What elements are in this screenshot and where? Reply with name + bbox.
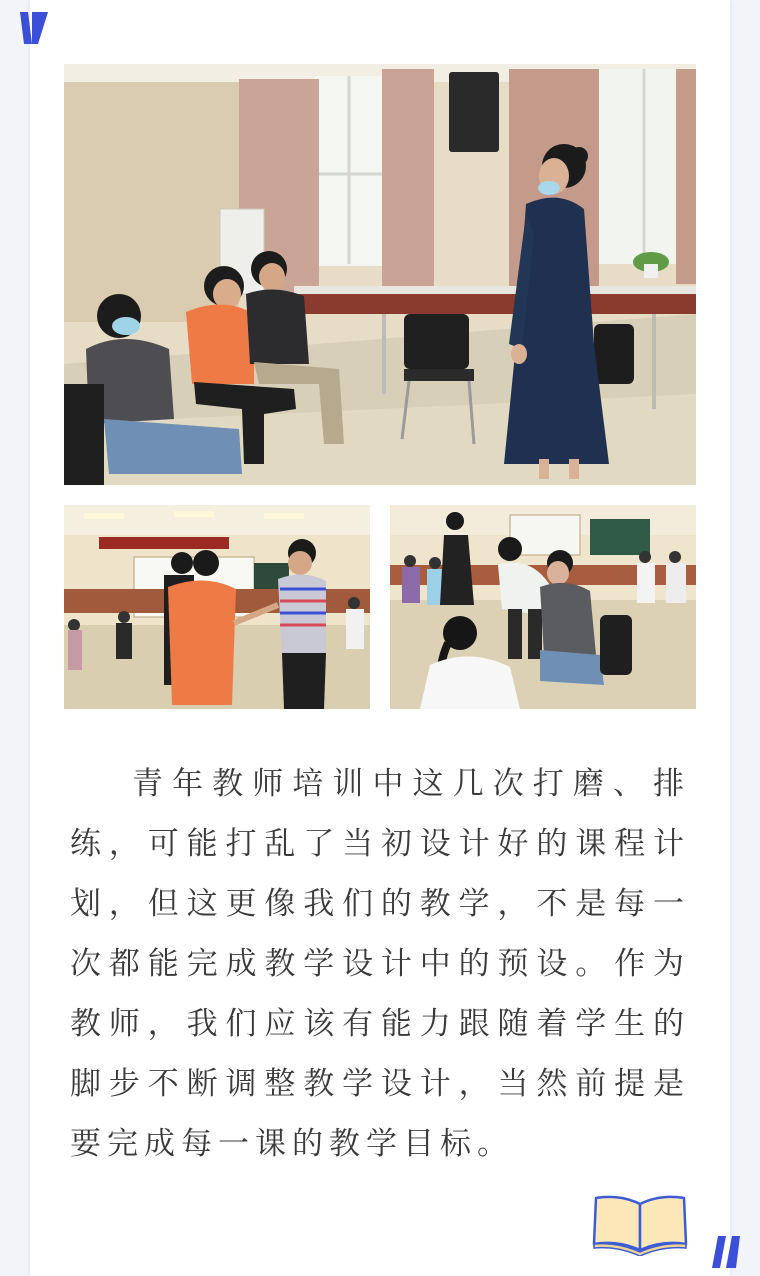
double-slash-icon [18, 8, 58, 48]
article-paragraph: 青年教师培训中这几次打磨、排练，可能打乱了当初设计好的课程计划，但这更像我们的教学，不是每一次都能完成教学设计中的预设。作为教师，我们应该有能力跟随着学生的脚步不断调整教学设计，当然前提是要完成每一课的教学目标。 [70, 766, 690, 1162]
right-photo [390, 505, 696, 709]
left-photo [64, 505, 370, 709]
double-slash-icon [706, 1232, 746, 1272]
main-photo [64, 64, 696, 485]
open-book-icon [590, 1190, 690, 1256]
